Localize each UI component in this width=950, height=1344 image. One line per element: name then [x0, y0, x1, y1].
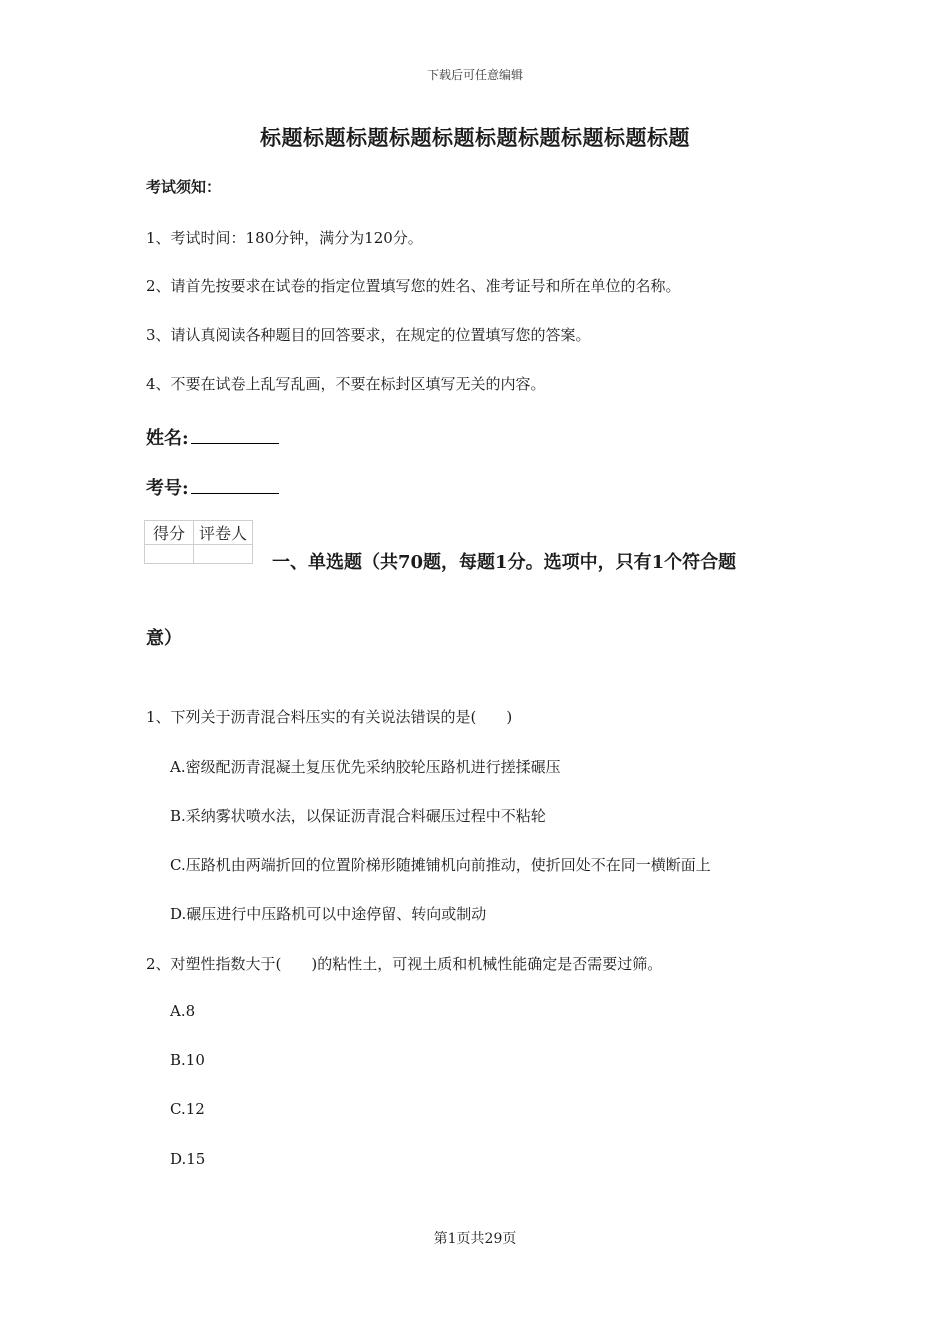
header-note: 下载后可任意编辑	[426, 68, 523, 82]
name-label: 姓名:	[146, 428, 189, 449]
score-header: 得分	[145, 521, 194, 545]
question-option: D.15	[170, 1150, 206, 1168]
section-title-continued: 意）	[146, 628, 182, 649]
question-option: A.8	[170, 1002, 196, 1020]
question-option: A.密级配沥青混凝土复压优先采纳胶轮压路机进行搓揉碾压	[170, 758, 561, 776]
name-input-line[interactable]	[191, 427, 279, 444]
exam-number-field	[146, 474, 279, 500]
question-option: B.10	[170, 1051, 205, 1069]
page-footer: 第1页共29页	[433, 1231, 517, 1247]
name-field	[146, 424, 279, 450]
document-title: 标题标题标题标题标题标题标题标题标题标题	[260, 125, 690, 150]
notice-item: 2、请首先按要求在试卷的指定位置填写您的姓名、准考证号和所在单位的名称。	[146, 277, 681, 295]
section-title: 一、单选题（共70题，每题1分。选项中，只有1个符合题	[272, 552, 737, 573]
notice-item: 3、请认真阅读各种题目的回答要求，在规定的位置填写您的答案。	[146, 326, 591, 344]
question-text: 2、对塑性指数大于( )的粘性土，可视土质和机械性能确定是否需要过筛。	[146, 955, 663, 973]
grader-header: 评卷人	[194, 521, 253, 545]
question-option: D.碾压进行中压路机可以中途停留、转向或制动	[170, 905, 487, 923]
grader-cell[interactable]	[194, 545, 253, 564]
score-table	[144, 520, 253, 564]
question-option: C.12	[170, 1100, 205, 1118]
exam-number-label: 考号:	[146, 478, 189, 499]
notice-heading: 考试须知：	[146, 178, 222, 196]
notice-item: 4、不要在试卷上乱写乱画，不要在标封区填写无关的内容。	[146, 375, 546, 393]
score-cell[interactable]	[145, 545, 194, 564]
exam-number-input-line[interactable]	[191, 477, 279, 494]
question-option: B.采纳雾状喷水法，以保证沥青混合料碾压过程中不粘轮	[170, 807, 546, 825]
notice-item: 1、考试时间：180分钟，满分为120分。	[146, 229, 423, 247]
question-text: 1、下列关于沥青混合料压实的有关说法错误的是( )	[146, 708, 513, 726]
question-option: C.压路机由两端折回的位置阶梯形随摊铺机向前推动，使折回处不在同一横断面上	[170, 856, 711, 874]
